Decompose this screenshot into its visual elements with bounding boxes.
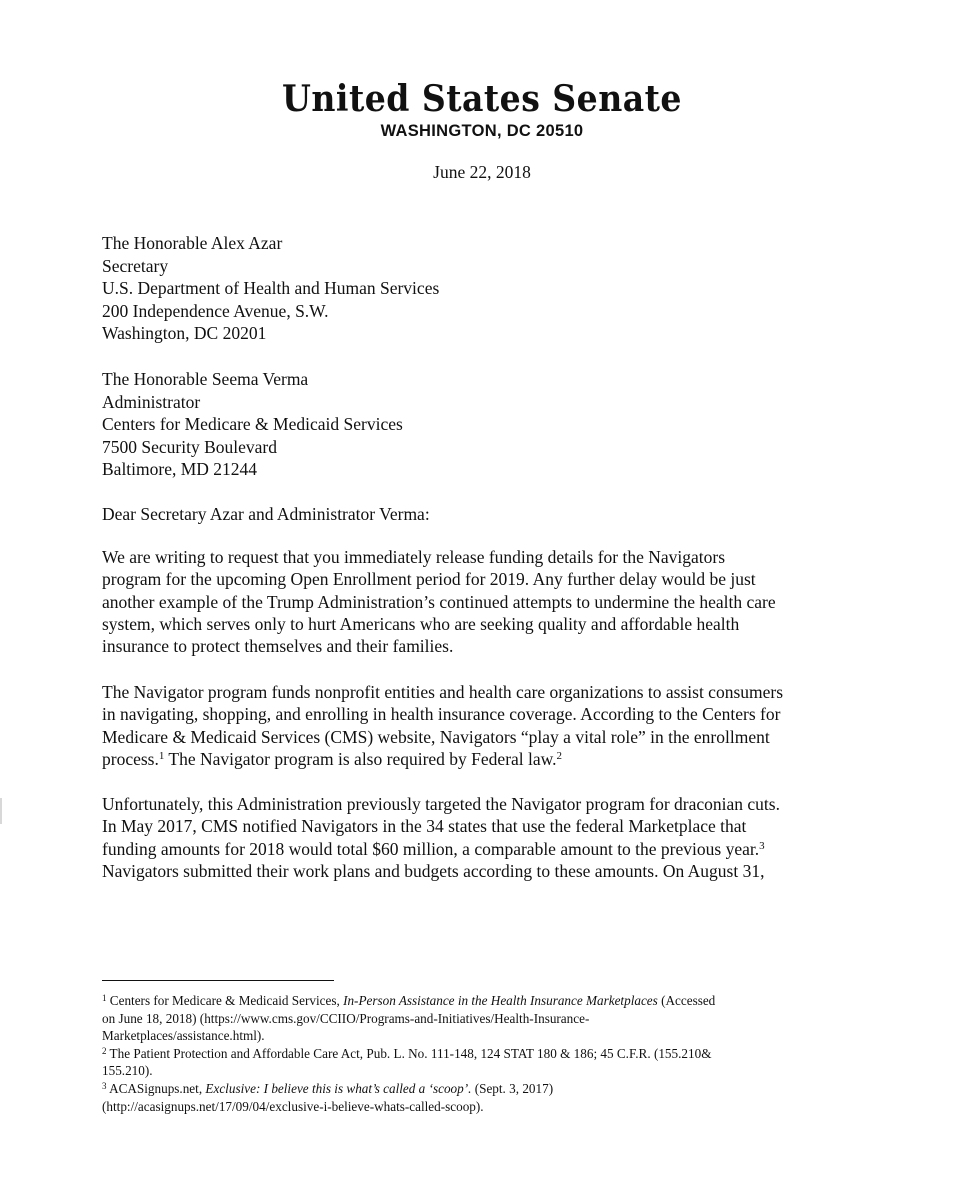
footnote-divider	[102, 980, 334, 981]
paragraph-line: system, which serves only to hurt Americans who are seeking quality and affordable health	[102, 613, 740, 634]
paragraph-line: Navigators submitted their work plans and budgets according to these amounts. On August 31,	[102, 860, 765, 881]
paragraph-line: The Navigator program funds nonprofit entities and health care organizations to assist consumers	[102, 682, 784, 702]
footnote-ref-3[interactable]: 3	[759, 839, 765, 852]
letter-date: June 22, 2018	[433, 162, 531, 182]
address-line: Washington, DC 20201	[102, 323, 267, 343]
cited-title: Exclusive: I believe this is what’s called a ‘scoop’.	[205, 1080, 472, 1096]
footnote-line: 155.210).	[102, 1063, 153, 1079]
address-line: Administrator	[102, 391, 201, 412]
paragraph-line: program for the upcoming Open Enrollment period for 2019. Any further delay would be just	[102, 569, 756, 590]
text-segment: (Accessed	[657, 993, 716, 1008]
address-line: Secretary	[102, 255, 169, 276]
cited-title: In-Person Assistance in the Health Insurance Marketplaces	[343, 993, 658, 1008]
address-line: Centers for Medicare & Medicaid Services	[102, 414, 403, 434]
text-segment: (Sept. 3, 2017)	[471, 1080, 554, 1096]
address-line: The Honorable Alex Azar	[102, 233, 283, 253]
salutation: Dear Secretary Azar and Administrator Verma:	[102, 504, 430, 524]
footnote-ref-1[interactable]: 1	[158, 749, 165, 762]
footnote-3	[102, 1080, 872, 1098]
recipient-address-verma	[102, 368, 403, 481]
address-line: U.S. Department of Health and Human Services	[102, 278, 440, 298]
paragraph-line	[102, 748, 882, 770]
scan-artifact	[0, 798, 2, 824]
letterhead-title: United States Senate	[282, 78, 682, 120]
footnote-number: 2	[102, 1045, 107, 1056]
paragraph-line: In May 2017, CMS notified Navigators in the 34 states that use the federal Marketplace that	[102, 816, 747, 837]
address-line: 200 Independence Avenue, S.W.	[102, 300, 329, 321]
paragraph-1	[102, 546, 882, 657]
paragraph-2	[102, 681, 882, 770]
footnote-2	[102, 1045, 872, 1063]
footnote-url-line[interactable]: Marketplaces/assistance.html).	[102, 1028, 265, 1044]
paragraph-line: We are writing to request that you immediately release funding details for the Navigators	[102, 547, 726, 567]
address-line: Baltimore, MD 21244	[102, 459, 258, 479]
footnote-number: 3	[102, 1080, 107, 1091]
paragraph-line: in navigating, shopping, and enrolling in health insurance coverage. According to the Centers for	[102, 704, 781, 725]
address-line: The Honorable Seema Verma	[102, 369, 309, 389]
footnote-url-line[interactable]: on June 18, 2018) (https://www.cms.gov/CCIIO/Programs-and-Initiatives/Health-Insurance-	[102, 1010, 590, 1026]
paragraph-line: insurance to protect themselves and their families.	[102, 636, 454, 657]
address-line: 7500 Security Boulevard	[102, 436, 277, 457]
text-segment: Centers for Medicare & Medicaid Services,	[106, 993, 344, 1008]
paragraph-line	[102, 838, 882, 860]
footnote-url-line[interactable]: (http://acasignups.net/17/09/04/exclusive-i-believe-whats-called-scoop).	[102, 1098, 484, 1114]
recipient-address-azar	[102, 232, 439, 345]
text-segment: ACASignups.net,	[106, 1080, 206, 1096]
text-segment: funding amounts for 2018 would total $60 million, a comparable amount to the previous year.	[102, 838, 760, 859]
footnote-1	[102, 992, 872, 1010]
text-segment: The Patient Protection and Affordable Care Act, Pub. L. No. 111-148, 124 STAT 180 & 186; 45 C.F.R. (155.210&	[106, 1045, 712, 1061]
paragraph-3	[102, 793, 882, 882]
footnote-number: 1	[102, 993, 107, 1003]
paragraph-line: another example of the Trump Administration’s continued attempts to undermine the health care	[102, 591, 776, 612]
paragraph-line: Unfortunately, this Administration previously targeted the Navigator program for draconian cuts.	[102, 794, 780, 814]
text-segment: The Navigator program is also required by Federal law.	[164, 748, 557, 769]
text-segment: process.	[102, 748, 159, 769]
footnotes	[102, 992, 872, 1115]
footnote-ref-2[interactable]: 2	[556, 749, 563, 762]
letterhead-city: WASHINGTON, DC 20510	[380, 122, 584, 140]
paragraph-line: Medicare & Medicaid Services (CMS) website, Navigators “play a vital role” in the enrollment	[102, 726, 770, 747]
